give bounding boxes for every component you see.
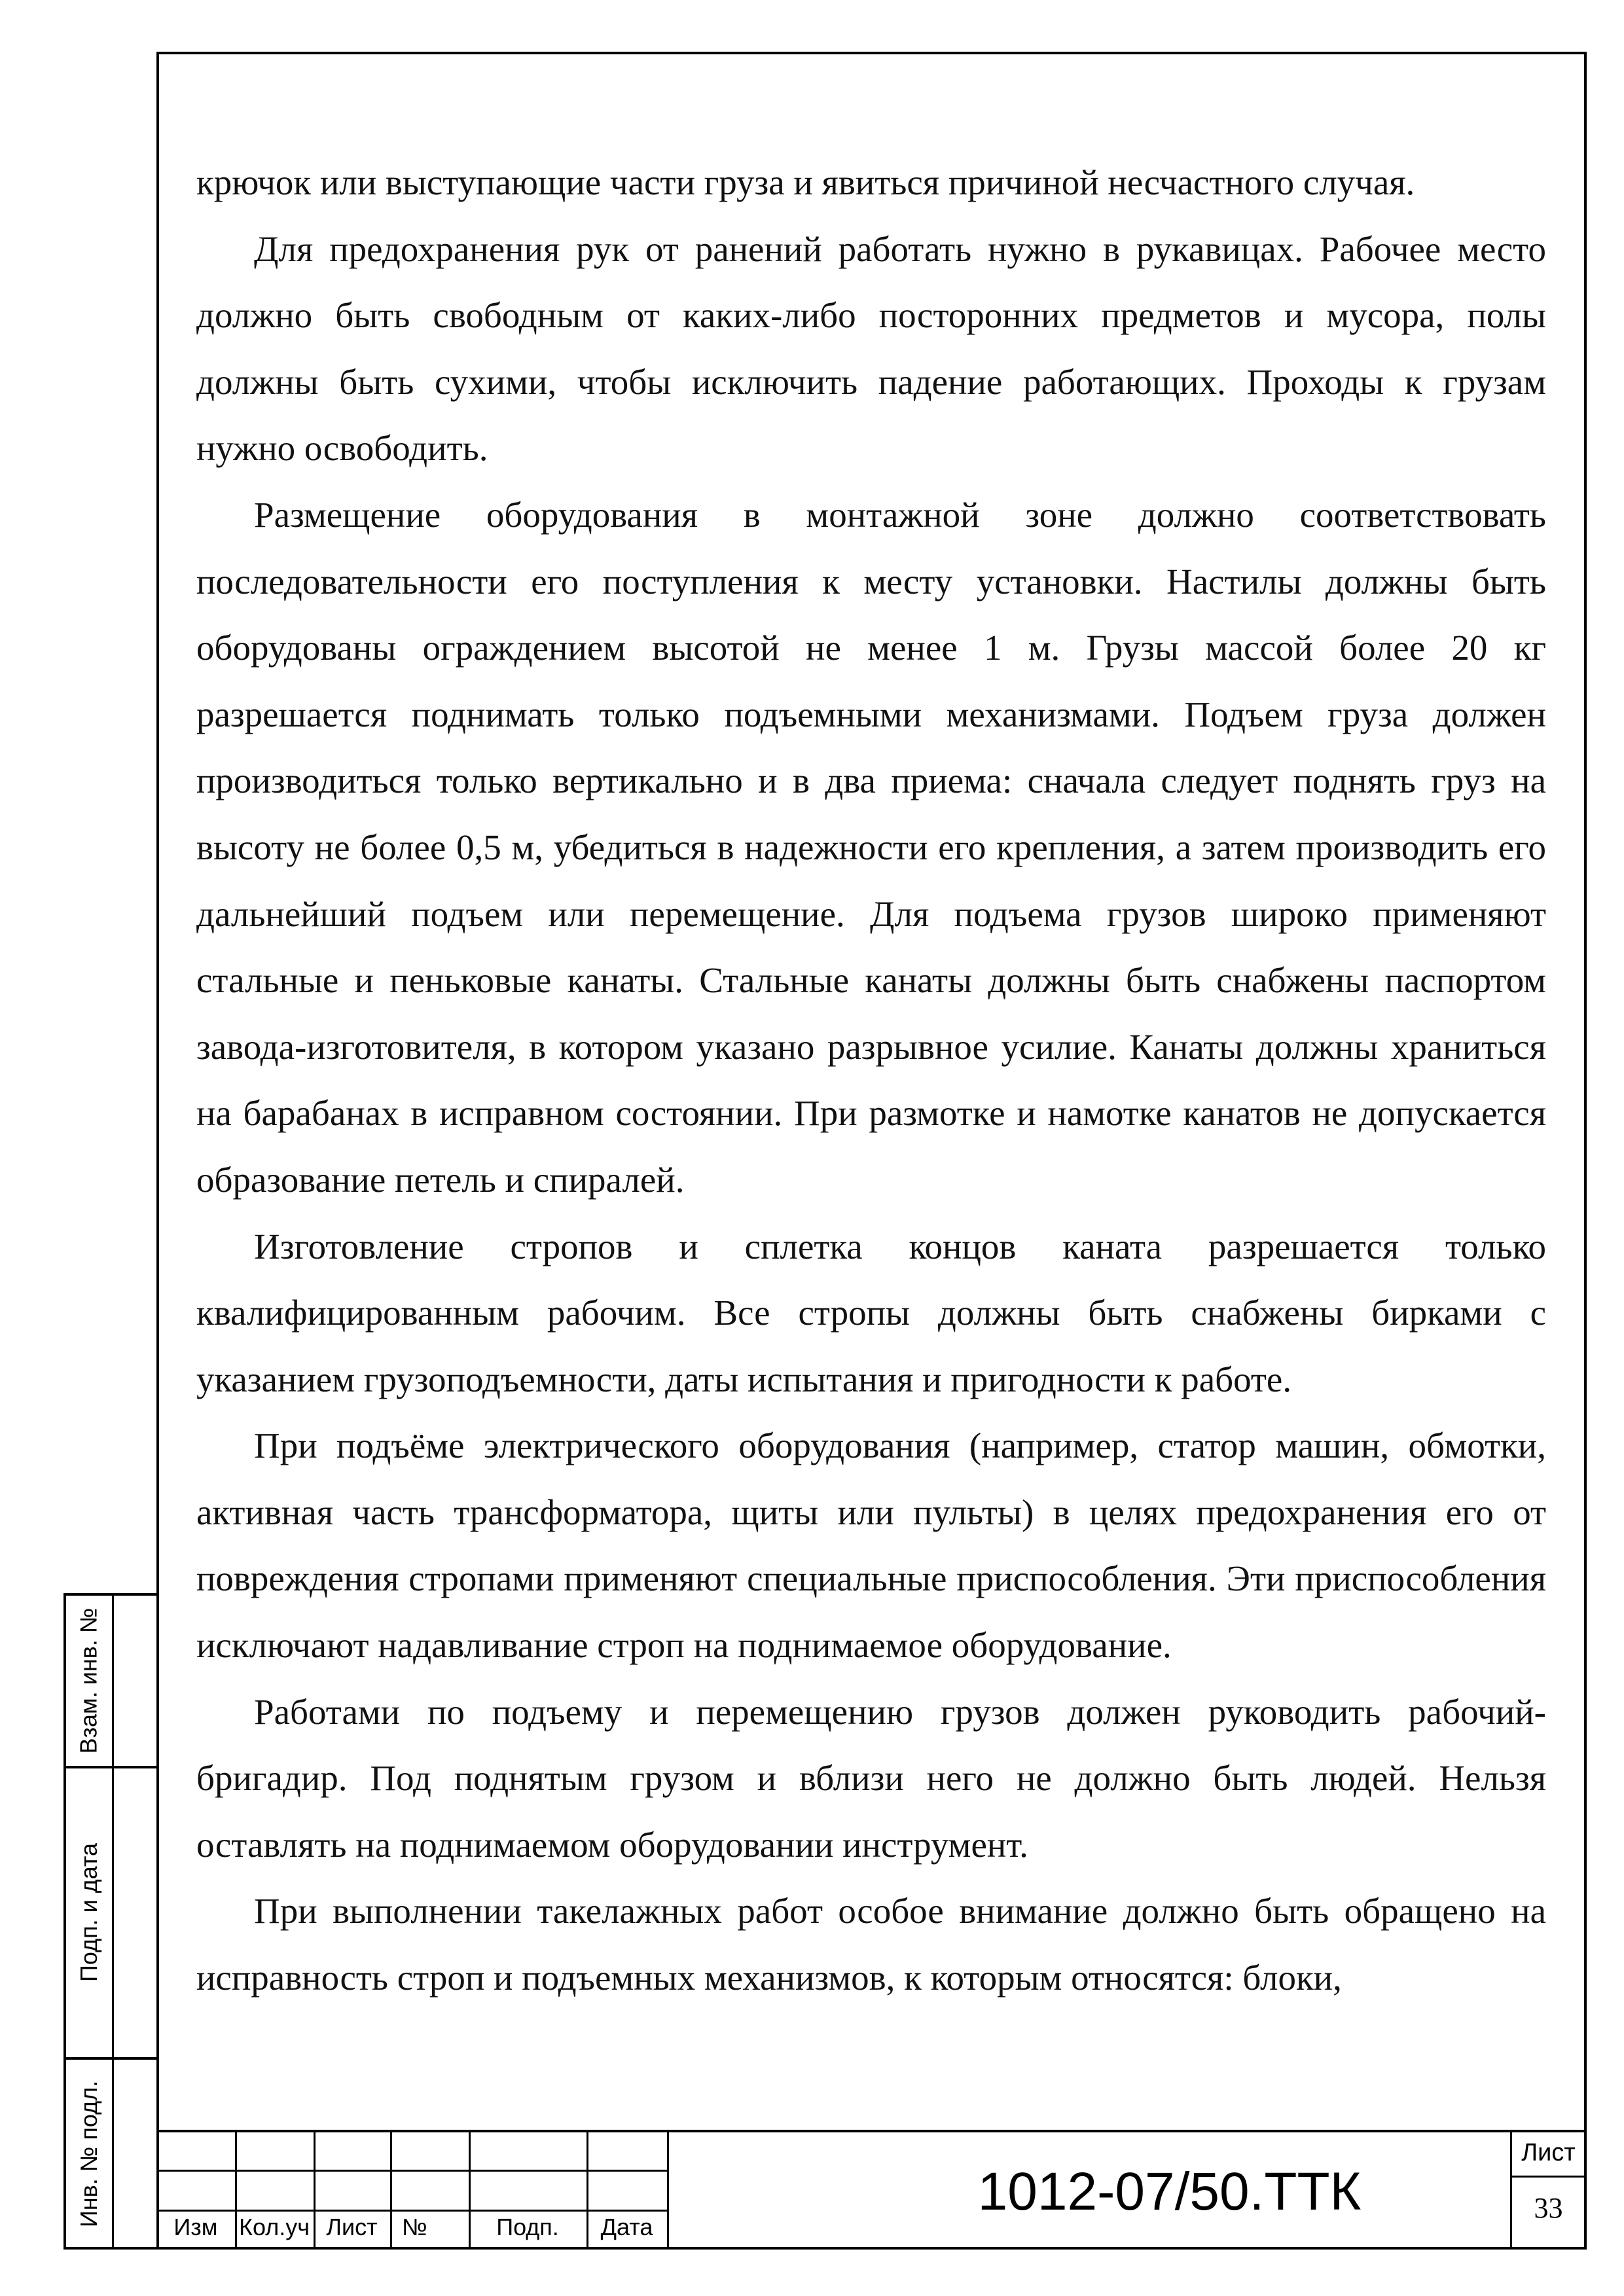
paragraph: Размещение оборудования в монтажной зоне должно соответствовать последовательности его поступления к месту установки. Настилы должны быть оборудованы ограждением высотой не менее 1 м. Грузы массой более 20 кг разрешается поднимать только подъемными механизмами. Подъем груза должен производиться только вертикально и в два приема: сначала следует поднять груз на высоту не более 0,5 м, убедиться в надежности его крепления, а затем производить его дальнейший подъем или перемещение. Для подъема грузов широко применяют стальные и пеньковые канаты. Стальные канаты должны быть снабжены паспортом завода-изготовителя, в котором указано разрывное усилие. Канаты должны храниться на барабанах в исправном состоянии. При размотке и намотке канатов не допускается образование петель и спиралей. xyxy=(196,494,1546,1200)
column-label-number: № xyxy=(402,2214,427,2240)
side-label-signature-date: Подп. и дата xyxy=(75,1842,102,1982)
title-block-top-line xyxy=(156,2130,1587,2132)
sheet-label: Лист xyxy=(1521,2139,1576,2166)
column-label-sheet: Лист xyxy=(326,2214,378,2240)
paragraph: Работами по подъему и перемещению грузов должен руководить рабочий-бригадир. Под поднятым грузом и вблизи него не должно быть людей. Нельзя оставлять на поднимаемом оборудовании инструмент. xyxy=(196,1691,1546,1865)
side-label-replacement-inventory: Взам. инв. № xyxy=(75,1607,102,1754)
side-stamp xyxy=(63,1593,156,2250)
paragraph: крючок или выступающие части груза и явиться причиной несчастного случая. xyxy=(196,162,1415,202)
side-label-original-inventory: Инв. № подл. xyxy=(75,2080,102,2228)
paragraph: Изготовление стропов и сплетка концов каната разрешается только квалифицированным рабочим. Все стропы должны быть снабжены бирками с указанием грузоподъемности, даты испытания и пригодности к работе. xyxy=(196,1226,1546,1399)
paragraph: При выполнении такелажных работ особое внимание должно быть обращено на исправность строп и подъемных механизмов, к которым относятся: блоки, xyxy=(196,1891,1546,1998)
document-code: 1012-07/50.ТТК xyxy=(977,2162,1362,2221)
column-label-change: Изм xyxy=(173,2214,218,2240)
paragraph: При подъёме электрического оборудования (например, статор машин, обмотки, активная часть трансформатора, щиты или пульты) в целях предохранения его от повреждения стропами применяют специальные приспособления. Эти приспособления исключают надавливание строп на поднимаемое оборудование. xyxy=(196,1426,1546,1666)
sheet-number: 33 xyxy=(1534,2192,1563,2224)
paragraph: Для предохранения рук от ранений работать нужно в рукавицах. Рабочее место должно быть свободным от каких-либо посторонних предметов и мусора, полы должны быть сухими, чтобы исключить падение работающих. Проходы к грузам нужно освободить. xyxy=(196,228,1546,469)
body-text xyxy=(196,149,1546,2011)
column-label-date: Дата xyxy=(600,2214,653,2240)
column-label-quantity: Кол.уч xyxy=(239,2214,310,2240)
title-block-row-line xyxy=(156,2170,667,2172)
title-block xyxy=(156,2130,1587,2250)
column-label-signature: Подп. xyxy=(496,2214,559,2240)
